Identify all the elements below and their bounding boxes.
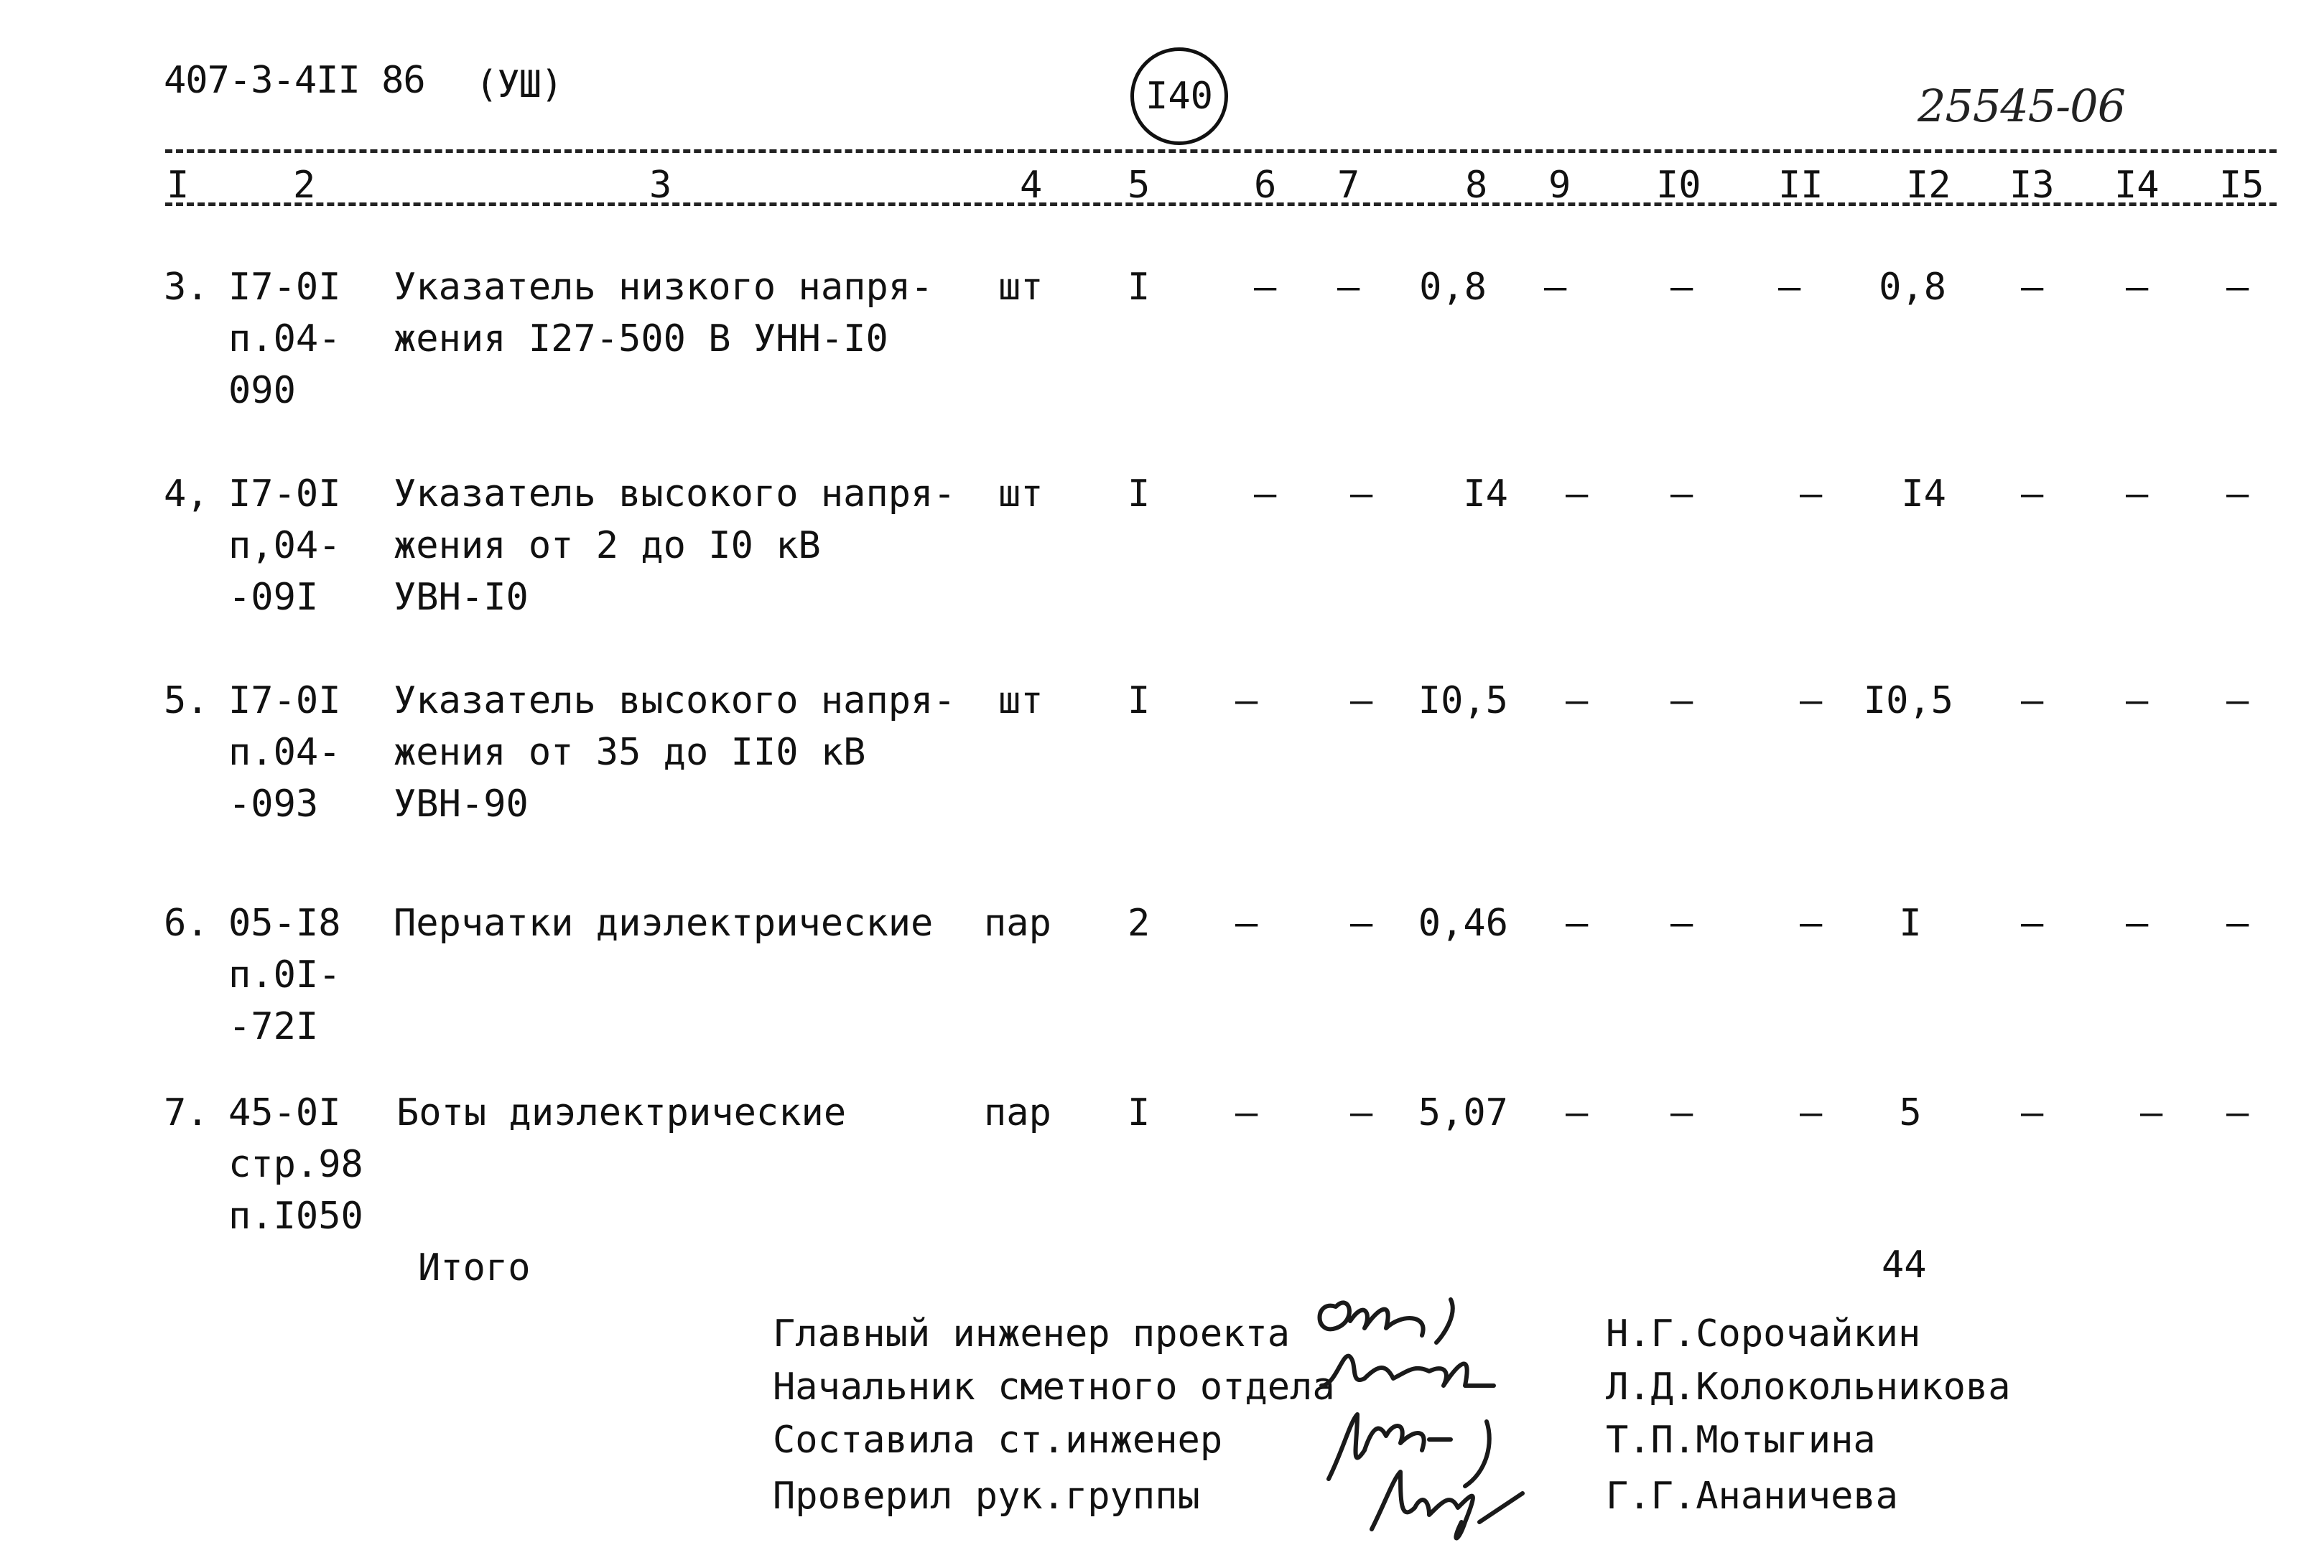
row-c8: 5,07 [1418, 1091, 1508, 1134]
row-ref-line: п,04- [228, 524, 341, 567]
row-name-line: жения от 35 до II0 кВ [394, 731, 866, 774]
row-c9: – [1566, 679, 1589, 722]
row-number: 4, [164, 472, 209, 515]
col-head-1: I [167, 164, 190, 207]
row-c13: – [2021, 1091, 2044, 1134]
signature-name: Г.Г.Ананичева [1606, 1475, 1898, 1518]
row-ref-line: 05-I8 [228, 902, 341, 945]
row-c9: – [1566, 902, 1589, 945]
row-c15: – [2226, 1091, 2249, 1134]
row-c13: – [2021, 472, 2044, 515]
row-c11: – [1800, 902, 1823, 945]
col-head-7: 7 [1337, 164, 1360, 207]
row-unit: пар [984, 902, 1051, 945]
row-ref-line: -093 [228, 783, 319, 826]
col-head-9: 9 [1548, 164, 1571, 207]
signature-role: Составила ст.инженер [773, 1419, 1223, 1462]
row-c10: – [1670, 1091, 1693, 1134]
row-c6: – [1254, 266, 1277, 309]
row-ref-line: -72I [228, 1005, 319, 1048]
signature-role: Главный инженер проекта [773, 1312, 1291, 1355]
row-c14: – [2126, 472, 2149, 515]
row-c8: I4 [1463, 472, 1508, 515]
row-ref-line: п.04- [228, 317, 341, 360]
col-head-4: 4 [1020, 164, 1043, 207]
row-c8: I0,5 [1418, 679, 1508, 722]
signature-name: Н.Г.Сорочайкин [1606, 1312, 1921, 1355]
row-c14: – [2126, 679, 2149, 722]
col-head-6: 6 [1254, 164, 1277, 207]
row-unit: шт [998, 472, 1044, 515]
signature-2-stroke [1321, 1356, 1494, 1386]
row-unit: шт [998, 266, 1044, 309]
row-c11: – [1800, 1091, 1823, 1134]
row-c15: – [2226, 472, 2249, 515]
row-name-line: УВН-I0 [394, 576, 529, 619]
col-head-11: II [1778, 164, 1823, 207]
row-c11: – [1800, 679, 1823, 722]
row-name-line: Указатель низкого напря- [394, 266, 934, 309]
row-ref-line: п.I050 [228, 1195, 363, 1238]
col-head-15: I5 [2219, 164, 2264, 207]
row-c8: 0,46 [1418, 902, 1508, 945]
page-number: I40 [1130, 47, 1228, 145]
row-c6: – [1235, 902, 1258, 945]
row-c15: – [2226, 266, 2249, 309]
row-ref-line: п.0I- [228, 953, 341, 997]
row-qty: I [1128, 679, 1151, 722]
row-c14: – [2126, 902, 2149, 945]
header-rule-top [165, 149, 2277, 153]
row-number: 3. [164, 266, 209, 309]
row-name-line: Боты диэлектрические [396, 1091, 847, 1134]
row-c13: – [2021, 902, 2044, 945]
row-c7: – [1350, 679, 1373, 722]
col-head-12: I2 [1906, 164, 1951, 207]
row-number: 6. [164, 902, 209, 945]
row-c15: – [2226, 679, 2249, 722]
row-c9: – [1544, 266, 1567, 309]
doc-part: (УШ) [475, 63, 563, 106]
row-c6: – [1235, 1091, 1258, 1134]
signature-role: Проверил рук.группы [773, 1475, 1200, 1518]
row-number: 5. [164, 679, 209, 722]
row-c12: 5 [1899, 1091, 1922, 1134]
row-c9: – [1566, 472, 1589, 515]
row-c12: I0,5 [1863, 679, 1953, 722]
signature-name: Т.П.Мотыгина [1606, 1419, 1876, 1462]
col-head-13: I3 [2009, 164, 2055, 207]
row-c6: – [1254, 472, 1277, 515]
total-label: Итого [418, 1246, 531, 1289]
col-head-10: I0 [1656, 164, 1701, 207]
row-c12: 0,8 [1879, 266, 1946, 309]
doc-code: 407-3-4II 86 [164, 59, 425, 102]
row-name-line: жения от 2 до I0 кВ [394, 524, 821, 567]
row-name-line: Указатель высокого напря- [394, 679, 956, 722]
row-c13: – [2021, 679, 2044, 722]
row-ref-line: п.04- [228, 731, 341, 774]
row-c6: – [1235, 679, 1258, 722]
row-c8: 0,8 [1419, 266, 1487, 309]
signature-3-stroke [1329, 1414, 1489, 1486]
signature-role: Начальник сметного отдела [773, 1366, 1335, 1409]
col-head-8: 8 [1465, 164, 1488, 207]
row-c12: I4 [1901, 472, 1946, 515]
row-c7: – [1350, 472, 1373, 515]
total-value: 44 [1882, 1243, 1927, 1287]
row-c14: – [2126, 266, 2149, 309]
row-ref-line: стр.98 [228, 1143, 363, 1186]
row-c10: – [1670, 266, 1693, 309]
col-head-3: 3 [649, 164, 672, 207]
archive-number: 25545-06 [1918, 80, 2126, 132]
row-ref-line: I7-0I [228, 266, 341, 309]
row-c9: – [1566, 1091, 1589, 1134]
row-name-line: Указатель высокого напря- [394, 472, 956, 515]
row-c15: – [2226, 902, 2249, 945]
signature-name: Л.Д.Колокольникова [1606, 1366, 2011, 1409]
row-unit: пар [984, 1091, 1051, 1134]
row-ref-line: 45-0I [228, 1091, 341, 1134]
row-qty: I [1128, 472, 1151, 515]
row-name-line: Перчатки диэлектрические [394, 902, 934, 945]
row-qty: I [1128, 266, 1151, 309]
row-c14: – [2140, 1091, 2163, 1134]
signature-4-stroke [1372, 1472, 1523, 1539]
row-ref-line: 090 [228, 369, 296, 412]
row-name-line: жения I27-500 В УНН-I0 [394, 317, 888, 360]
row-ref-line: I7-0I [228, 472, 341, 515]
signature-1-stroke [1320, 1299, 1453, 1343]
col-head-14: I4 [2114, 164, 2160, 207]
row-unit: шт [998, 679, 1044, 722]
row-c10: – [1670, 902, 1693, 945]
row-c10: – [1670, 472, 1693, 515]
header-rule-bottom [165, 202, 2277, 206]
row-ref-line: I7-0I [228, 679, 341, 722]
row-c7: – [1350, 902, 1373, 945]
col-head-5: 5 [1128, 164, 1151, 207]
row-number: 7. [164, 1091, 209, 1134]
row-c7: – [1350, 1091, 1373, 1134]
row-c13: – [2021, 266, 2044, 309]
row-c10: – [1670, 679, 1693, 722]
row-c7: – [1337, 266, 1360, 309]
row-name-line: УВН-90 [394, 783, 529, 826]
row-c12: I [1899, 902, 1922, 945]
row-c11: – [1778, 266, 1801, 309]
row-ref-line: -09I [228, 576, 319, 619]
col-head-2: 2 [293, 164, 316, 207]
row-qty: 2 [1128, 902, 1151, 945]
row-c11: – [1800, 472, 1823, 515]
row-qty: I [1128, 1091, 1151, 1134]
handwritten-signatures [1307, 1285, 1609, 1551]
